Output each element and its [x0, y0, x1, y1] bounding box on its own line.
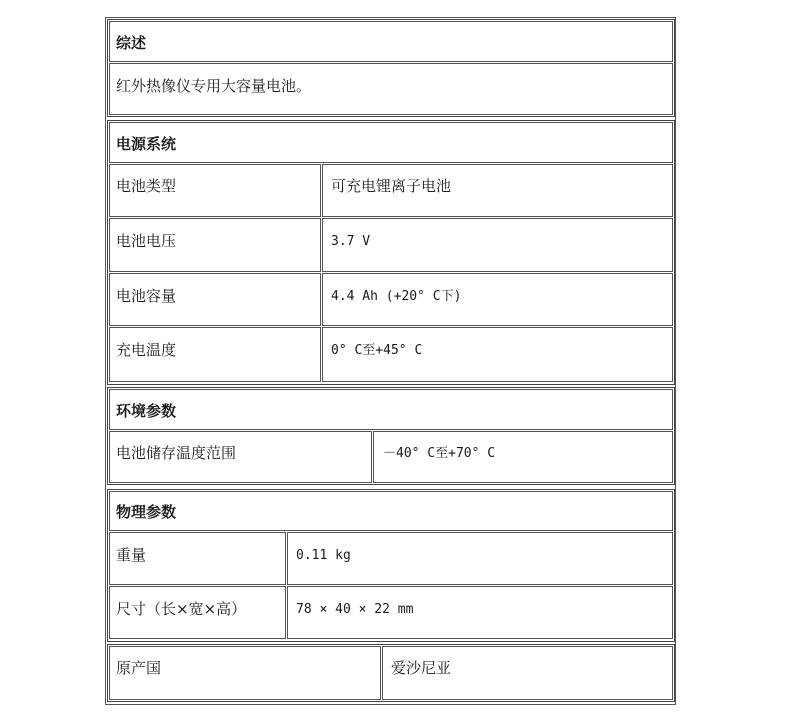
storage-temp-label: 电池储存温度范围 — [116, 444, 237, 462]
charge-temp-label: 充电温度 — [116, 341, 177, 359]
charge-temp-value: 0° C至+45° C — [331, 343, 423, 358]
battery-voltage-value: 3.7 V — [331, 234, 371, 249]
battery-capacity-value: 4.4 Ah (+20° C下) — [331, 289, 462, 304]
overview-text: 红外热像仪专用大容量电池。 — [116, 77, 312, 95]
environment-header-cell — [109, 389, 673, 430]
weight-value: 0.11 kg — [296, 548, 351, 563]
battery-voltage-label: 电池电压 — [116, 232, 177, 250]
dimensions-value: 78 × 40 × 22 mm — [296, 602, 414, 617]
power-header: 电源系统 — [116, 135, 177, 153]
storage-temp-value: －40° C至+70° C — [383, 446, 496, 461]
physical-header: 物理参数 — [116, 503, 177, 521]
battery-type-value: 可充电锂离子电池 — [331, 177, 452, 195]
weight-label: 重量 — [116, 546, 147, 564]
origin-label: 原产国 — [116, 659, 162, 677]
battery-capacity-label: 电池容量 — [116, 287, 177, 305]
power-header-cell — [109, 122, 673, 163]
overview-header-cell — [109, 21, 673, 62]
overview-header: 综述 — [116, 34, 147, 52]
power-row-voltage-value-cell — [322, 218, 673, 272]
environment-header: 环境参数 — [116, 402, 177, 420]
battery-type-label: 电池类型 — [116, 177, 177, 195]
dimensions-label: 尺寸（长×宽×高） — [116, 600, 247, 618]
origin-value: 爱沙尼亚 — [391, 659, 452, 677]
physical-header-cell — [109, 491, 673, 531]
